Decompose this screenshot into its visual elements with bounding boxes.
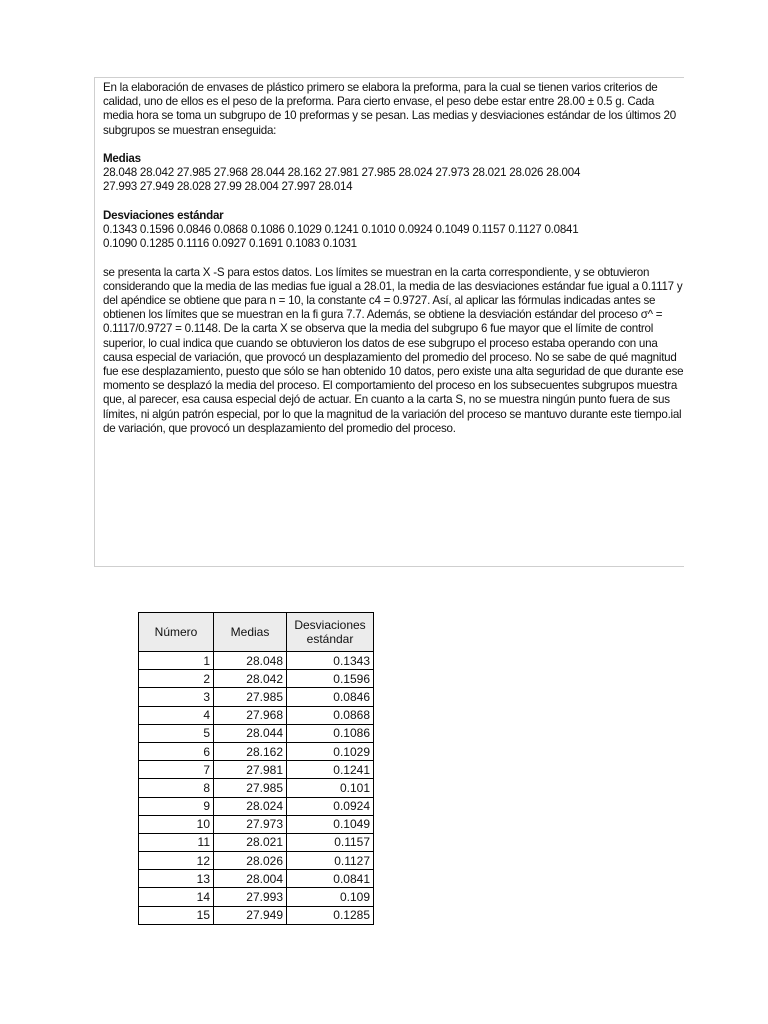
medias-line-2: 27.993 27.949 28.028 27.99 28.004 27.997 28.014	[103, 180, 353, 194]
cell-desviacion: 0.1157	[287, 833, 374, 851]
cell-media: 27.981	[214, 761, 287, 779]
table-row	[139, 852, 374, 870]
table-row	[139, 742, 374, 760]
cell-numero: 8	[139, 779, 214, 797]
analysis-paragraph: se presenta la carta X -S para estos datos. Los límites se muestran en la carta correspondiente, y se obtuvieron considerando que la media de las medias fue igual a 28.01, la media de las desviaciones estándar fue igual a 0.1117 y del apéndice se obtiene que para n = 10, la constante c4 = 0.9727. Así, al aplicar las fórmulas indicadas antes se obtienen los límites que se muestran en la fi gura 7.7. Además, se obtiene la desviación estándar del proceso σ^ = 0.1117/0.9727 = 0.1148. De la carta X se observa que la media del subgrupo 6 fue mayor que el límite de control superior, lo cual indica que cuando se obtuvieron los datos de ese subgrupo el proceso estaba operando con una causa especial de variación, que provocó un desplazamiento del promedio del proceso. No se sabe de qué magnitud fue ese desplazamiento, puesto que sólo se han obtenido 10 datos, pero existe una alta seguridad de que durante ese momento se desplazó la media del proceso. El comportamiento del proceso en los subsecuentes subgrupos muestra que, al parecer, esa causa especial dejó de actuar. En cuanto a la carta S, no se muestra ningún punto fuera de sus límites, ni algún patrón especial, por lo que la magnitud de la variación del proceso se mantuvo durante este tiempo.ial de variación, que provocó un desplazamiento del promedio del proceso.	[103, 265, 684, 435]
data-table	[138, 612, 374, 925]
cell-numero: 15	[139, 906, 214, 924]
intro-paragraph: En la elaboración de envases de plástico primero se elabora la preforma, para la cual se tienen varios criterios de calidad, uno de ellos es el peso de la preforma. Para cierto envase, el peso debe estar entre 28.00 ± 0.5 g. Cada media hora se toma un subgrupo de 10 preformas y se pesan. Las medias y desviaciones estándar de los últimos 20 subgrupos se muestran enseguida:	[103, 81, 676, 137]
cell-desviacion: 0.0924	[287, 797, 374, 815]
cell-desviacion: 0.1285	[287, 906, 374, 924]
cell-numero: 14	[139, 888, 214, 906]
cell-media: 28.048	[214, 652, 287, 670]
table-row	[139, 688, 374, 706]
medias-values	[103, 166, 684, 194]
header-numero: Número	[139, 613, 214, 652]
cell-media: 28.042	[214, 670, 287, 688]
cell-numero: 12	[139, 852, 214, 870]
header-medias: Medias	[214, 613, 287, 652]
spacer	[103, 138, 684, 152]
cell-numero: 4	[139, 706, 214, 724]
cell-numero: 1	[139, 652, 214, 670]
cell-numero: 13	[139, 870, 214, 888]
cell-media: 28.162	[214, 742, 287, 760]
cell-desviacion: 0.1029	[287, 742, 374, 760]
cell-media: 27.985	[214, 779, 287, 797]
cell-desviacion: 0.1241	[287, 761, 374, 779]
desviaciones-values	[103, 223, 684, 251]
cell-numero: 5	[139, 724, 214, 742]
cell-numero: 7	[139, 761, 214, 779]
cell-media: 28.021	[214, 833, 287, 851]
cell-numero: 10	[139, 815, 214, 833]
cell-media: 27.968	[214, 706, 287, 724]
cell-media: 28.004	[214, 870, 287, 888]
cell-desviacion: 0.101	[287, 779, 374, 797]
cell-numero: 6	[139, 742, 214, 760]
cell-desviacion: 0.1596	[287, 670, 374, 688]
desviaciones-heading: Desviaciones estándar	[103, 208, 224, 222]
cell-desviacion: 0.1343	[287, 652, 374, 670]
table-row	[139, 888, 374, 906]
desviaciones-line-1: 0.1343 0.1596 0.0846 0.0868 0.1086 0.1029 0.1241 0.1010 0.0924 0.1049 0.1157 0.1127 0.0841	[103, 223, 579, 236]
table-row	[139, 652, 374, 670]
table-row	[139, 870, 374, 888]
cell-desviacion: 0.0841	[287, 870, 374, 888]
cell-numero: 3	[139, 688, 214, 706]
cell-desviacion: 0.0846	[287, 688, 374, 706]
table-row	[139, 797, 374, 815]
spacer	[103, 195, 684, 209]
medias-line-1: 28.048 28.042 27.985 27.968 28.044 28.162 27.981 27.985 28.024 27.973 28.021 28.026 28.004	[103, 166, 581, 180]
cell-desviacion: 0.1086	[287, 724, 374, 742]
cell-numero: 9	[139, 797, 214, 815]
cell-desviacion: 0.1127	[287, 852, 374, 870]
cell-desviacion: 0.0868	[287, 706, 374, 724]
cell-media: 28.026	[214, 852, 287, 870]
table-row	[139, 724, 374, 742]
cell-desviacion: 0.1049	[287, 815, 374, 833]
medias-heading: Medias	[103, 152, 141, 165]
cell-numero: 2	[139, 670, 214, 688]
table-row	[139, 706, 374, 724]
cell-media: 27.985	[214, 688, 287, 706]
table-row	[139, 761, 374, 779]
cell-media: 28.024	[214, 797, 287, 815]
cell-media: 27.949	[214, 906, 287, 924]
cell-media: 28.044	[214, 724, 287, 742]
table-row	[139, 779, 374, 797]
cell-desviacion: 0.109	[287, 888, 374, 906]
spacer	[103, 251, 684, 265]
cell-media: 27.973	[214, 815, 287, 833]
header-desviaciones: Desviaciones estándar	[287, 613, 374, 652]
problem-text-box	[94, 77, 684, 567]
table-header-row	[139, 613, 374, 652]
cell-numero: 11	[139, 833, 214, 851]
table-row	[139, 670, 374, 688]
table-row	[139, 815, 374, 833]
table-row	[139, 906, 374, 924]
table-row	[139, 833, 374, 851]
cell-media: 27.993	[214, 888, 287, 906]
desviaciones-line-2: 0.1090 0.1285 0.1116 0.0927 0.1691 0.1083 0.1031	[103, 237, 357, 251]
